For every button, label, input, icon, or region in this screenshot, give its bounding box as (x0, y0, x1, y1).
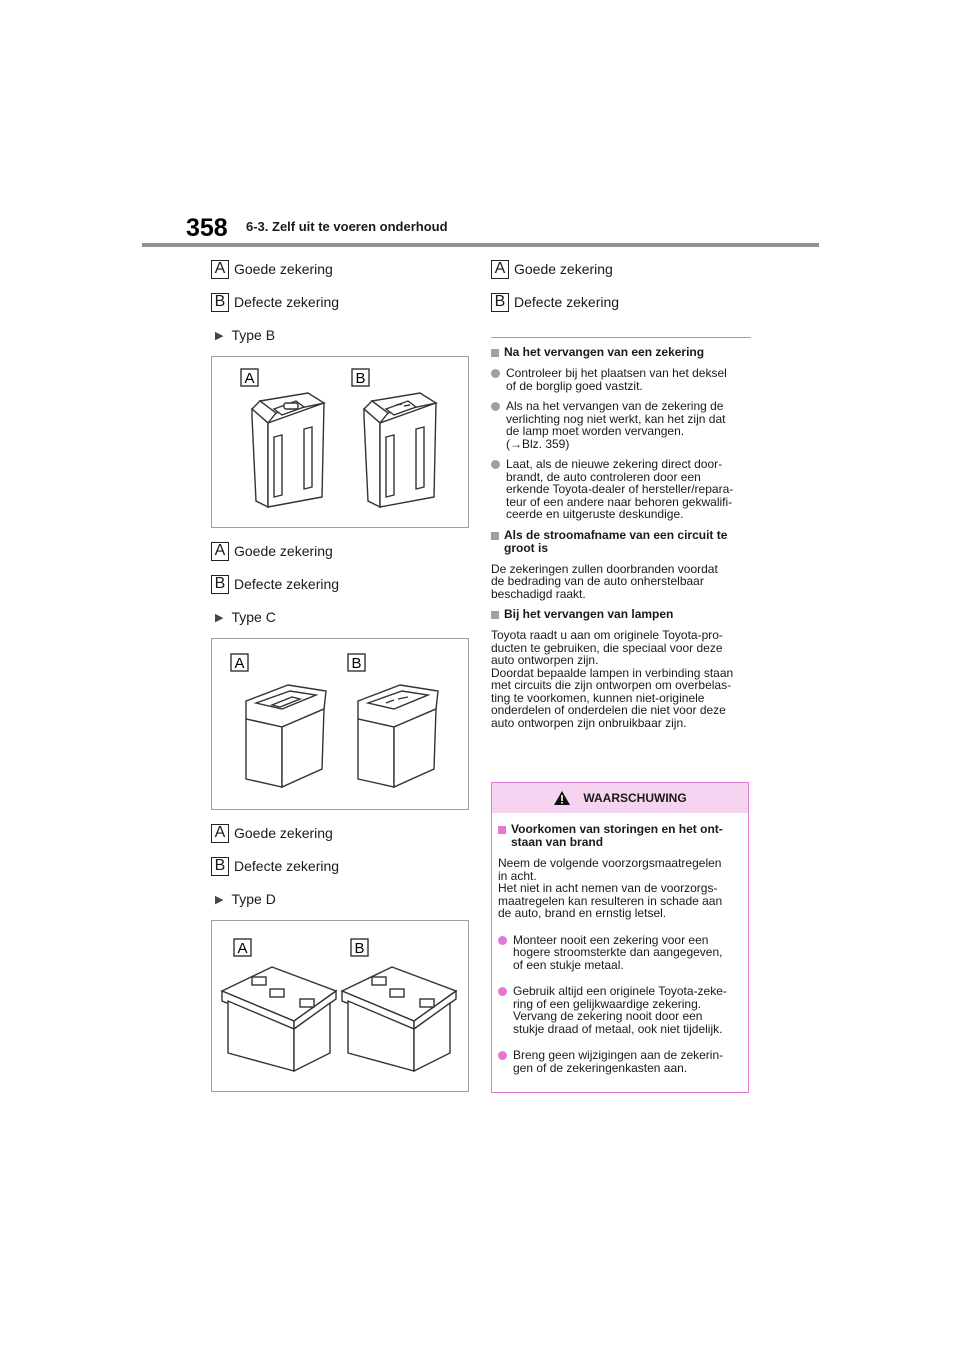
legend-text: Defecte zekering (234, 858, 340, 874)
lamps-heading: Bij het vervangen van lampen (491, 608, 751, 621)
square-bullet-icon (491, 611, 499, 619)
figure-label-b: B (354, 940, 365, 957)
page-number: 358 (186, 214, 228, 242)
legend-row-bad (211, 855, 469, 877)
section-title: 6-3. Zelf uit te voeren onderhoud (246, 219, 448, 234)
type-title: Type D (231, 891, 276, 907)
type-d-heading (211, 888, 469, 910)
good-fuse-drawing (246, 685, 326, 787)
legend-text: Defecte zekering (234, 576, 340, 592)
triangle-icon: ▶ (215, 611, 224, 624)
overcurrent-text: De zekeringen zullen doorbranden voordat de bedrading van de auto onherstelbaar beschadigd raakt. (491, 561, 718, 601)
square-bullet-icon (491, 532, 499, 540)
fuse-figure-type-d (211, 920, 469, 1092)
left-column (211, 258, 469, 1104)
triangle-icon: ▶ (215, 329, 224, 342)
label-a-box: A (211, 824, 229, 843)
fuse-figure-type-c (211, 638, 469, 810)
right-column (491, 258, 751, 737)
list-item: Laat, als de nieuwe zekering direct door- brandt, de auto controleren door een erkende Toyota-dealer of hersteller/repara- teur of een andere naar behoren gekwalifi- ceerde en uitgeruste deskundige. (491, 458, 751, 521)
legend-row-bad (491, 291, 751, 313)
blown-fuse-drawing (358, 685, 438, 787)
legend-text: Goede zekering (234, 261, 333, 277)
figure-label-b: B (355, 370, 366, 387)
legend-text: Goede zekering (234, 825, 333, 841)
overcurrent-heading: Als de stroomafname van een circuit te groot is (491, 529, 751, 555)
bullet-dot-icon (498, 936, 507, 945)
legend-row-good (211, 822, 469, 844)
good-fuse-drawing (252, 393, 324, 507)
figure-label-a: A (234, 655, 245, 672)
figure-label-b: B (351, 655, 362, 672)
list-item: Gebruik altijd een originele Toyota-zeke- ring of een gelijkwaardige zekering. Vervang de zekering nooit door een stukje draad of metaal, ook niet tijdelijk. (498, 985, 742, 1035)
list-item: Breng geen wijzigingen aan de zekerin- gen of de zekeringenkasten aan. (498, 1049, 742, 1074)
header-rule (142, 243, 819, 247)
label-a-box: A (211, 542, 229, 561)
lamps-text: Toyota raadt u aan om originele Toyota-pro- ducten te gebruiken, die speciaal voor deze auto ontworpen zijn. Doordat bepaalde lampen in verbinding staan met circuits die zijn ontworpen om overbelas- ting te voorkomen, kunnen niet-originele onderdelen of onderdelen die niet voor deze auto ontworpen zijn onbruikbaar zijn. (491, 628, 734, 730)
warning-title: WAARSCHUWING (583, 791, 687, 805)
square-bullet-icon (491, 349, 499, 357)
type-title: Type B (231, 327, 276, 343)
fuse-figure-type-b (211, 356, 469, 528)
after-replacing-heading: Na het vervangen van een zekering (491, 346, 751, 359)
warning-body (492, 813, 748, 1074)
bullet-dot-icon (491, 460, 500, 469)
label-b-box: B (211, 857, 229, 876)
legend-row-bad (211, 573, 469, 595)
legend-text: Goede zekering (234, 543, 333, 559)
square-bullet-icon (498, 826, 506, 834)
list-item: Controleer bij het plaatsen van het deksel of de borglip goed vastzit. (491, 367, 751, 392)
bullet-dot-icon (491, 369, 500, 378)
legend-text: Defecte zekering (514, 294, 620, 310)
type-c-heading (211, 606, 469, 628)
section-rule (491, 337, 751, 338)
label-b-box: B (211, 293, 229, 312)
bullet-dot-icon (491, 402, 500, 411)
blown-fuse-drawing (342, 967, 456, 1071)
warning-text: Neem de volgende voorzorgsmaatregelen in acht. Het niet in acht nemen van de voorzorgs- maatregelen kan resulteren in schade aan de auto, brand en ernstig letsel. (498, 856, 723, 920)
bullet-dot-icon (498, 987, 507, 996)
blown-fuse-drawing (364, 393, 436, 507)
label-a-box: A (491, 260, 509, 279)
figure-label-a: A (237, 940, 248, 957)
legend-row-bad (211, 291, 469, 313)
warning-header (492, 783, 748, 813)
legend-row-good (211, 258, 469, 280)
warning-icon (553, 790, 571, 806)
type-title: Type C (231, 609, 276, 625)
label-b-box: B (491, 293, 509, 312)
figure-label-a: A (244, 370, 255, 387)
label-b-box: B (211, 575, 229, 594)
triangle-icon: ▶ (215, 893, 224, 906)
warning-heading: Voorkomen van storingen en het ont- staan van brand (498, 823, 742, 849)
legend-text: Goede zekering (514, 261, 613, 277)
bullet-dot-icon (498, 1051, 507, 1060)
good-fuse-drawing (222, 967, 336, 1071)
page-header (0, 0, 960, 250)
legend-row-good (491, 258, 751, 280)
list-item: Monteer nooit een zekering voor een hogere stroomsterkte dan aangegeven, of een stukje metaal. (498, 934, 742, 972)
type-b-heading (211, 324, 469, 346)
warning-box (491, 782, 749, 1093)
legend-text: Defecte zekering (234, 294, 340, 310)
legend-row-good (211, 540, 469, 562)
list-item: Als na het vervangen van de zekering de verlichting nog niet werkt, kan het zijn dat de lamp moet worden vervangen. (→Blz. 359) (491, 400, 751, 450)
label-a-box: A (211, 260, 229, 279)
